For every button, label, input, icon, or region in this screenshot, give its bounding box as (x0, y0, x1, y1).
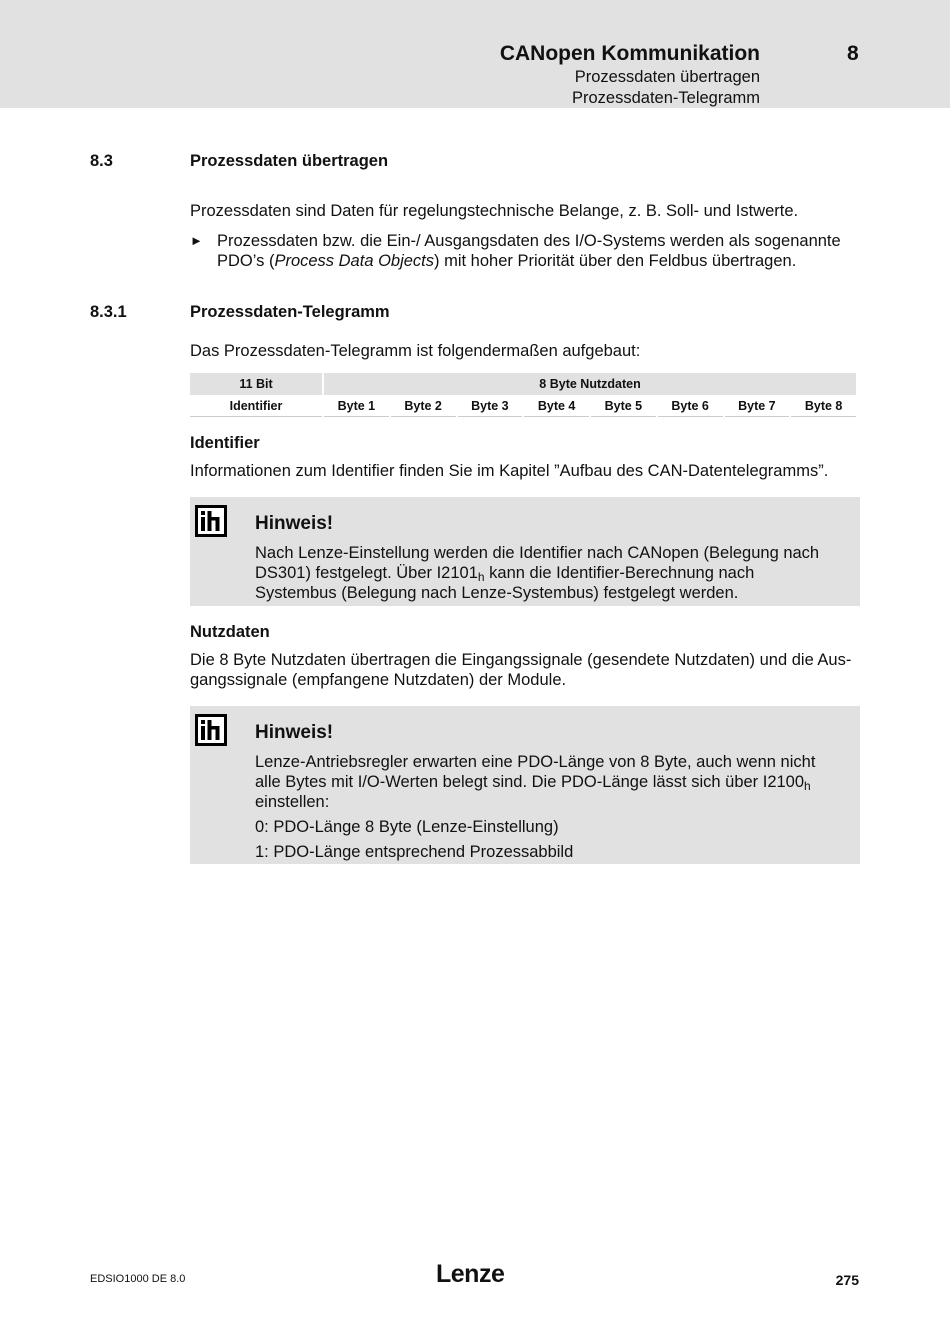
section-title: Prozessdaten übertragen (190, 152, 389, 170)
section-intro: Prozessdaten sind Daten für regelungstechnische Belange, z. B. Soll- und Istwerte. (190, 202, 799, 220)
lenze-logo: Lenze (436, 1260, 505, 1288)
note-2-line2-sub: h (804, 779, 811, 793)
note-1-line2-pre: DS301) festgelegt. Über I2101 (255, 564, 478, 582)
byte-cell: Byte 2 (391, 395, 456, 417)
note-2-option-1: 1: PDO-Länge entsprechend Prozessabbild (255, 843, 574, 861)
bullet-line1: Prozessdaten bzw. die Ein-/ Ausgangsdaten des I/O-Systems werden als sogenannte (217, 232, 841, 250)
telegram-field-row (190, 395, 856, 417)
note-1-line3: Systembus (Belegung nach Lenze-Systembus) festgelegt werden. (255, 584, 739, 602)
header-payload: 8 Byte Nutzdaten (324, 373, 856, 395)
byte-cell: Byte 1 (324, 395, 389, 417)
nutzdaten-text (190, 650, 860, 690)
subsection-title: Prozessdaten-Telegramm (190, 303, 390, 321)
footer-doc-id: EDSIO1000 DE 8.0 (90, 1273, 186, 1285)
bullet-line2-post: ) mit hoher Priorität über den Feldbus übertragen. (434, 252, 797, 270)
byte-cell: Byte 8 (791, 395, 856, 417)
note-box-2 (190, 706, 860, 864)
byte-cell: Byte 5 (591, 395, 656, 417)
byte-cell: Byte 7 (725, 395, 790, 417)
telegram-table (188, 373, 858, 417)
note-1-line2-post: kann die Identifier-Berechnung nach (484, 564, 755, 582)
header-subtitle-2: Prozessdaten-Telegramm (572, 89, 760, 107)
nutzdaten-heading: Nutzdaten (190, 623, 270, 641)
identifier-cell: Identifier (190, 395, 322, 417)
note-2-body (255, 752, 845, 862)
chapter-number: 8 (847, 42, 859, 65)
header-band (0, 0, 950, 108)
identifier-heading: Identifier (190, 434, 260, 452)
bullet-line2-pre: PDO’s ( (217, 252, 275, 270)
bullet-text (217, 231, 862, 271)
note-2-option-0: 0: PDO-Länge 8 Byte (Lenze-Einstellung) (255, 818, 559, 836)
note-1-line2-sub: h (477, 570, 485, 584)
info-icon (195, 505, 227, 537)
byte-cell: Byte 6 (658, 395, 723, 417)
bullet-line2-em: Process Data Objects (274, 252, 435, 270)
header-title: CANopen Kommunikation (499, 42, 760, 65)
note-box-1 (190, 497, 860, 606)
subsection-number: 8.3.1 (90, 303, 127, 321)
nutzdaten-line2: gangssignale (empfangene Nutzdaten) der Module. (190, 671, 567, 689)
note-1-body (255, 543, 845, 603)
byte-cell: Byte 3 (458, 395, 523, 417)
note-1-title: Hinweis! (255, 513, 334, 534)
page-number: 275 (835, 1272, 859, 1288)
info-icon (195, 714, 227, 746)
header-11-bit: 11 Bit (190, 373, 322, 395)
note-2-line3: einstellen: (255, 793, 330, 811)
note-2-line2-pre: alle Bytes mit I/O-Werten belegt sind. Die PDO-Länge lässt sich über I2100 (255, 773, 805, 791)
note-2-line1: Lenze-Antriebsregler erwarten eine PDO-Länge von 8 Byte, auch wenn nicht (255, 753, 816, 771)
identifier-text: Informationen zum Identifier finden Sie im Kapitel ”Aufbau des CAN-Datentelegramms”. (190, 462, 829, 480)
byte-cell: Byte 4 (524, 395, 589, 417)
header-subtitle-1: Prozessdaten übertragen (574, 68, 760, 86)
telegram-header-row (190, 373, 856, 395)
note-1-line1: Nach Lenze-Einstellung werden die Identifier nach CANopen (Belegung nach (255, 544, 820, 562)
section-number: 8.3 (90, 152, 113, 170)
nutzdaten-line1: Die 8 Byte Nutzdaten übertragen die Eingangssignale (gesendete Nutzdaten) und die Aus- (190, 651, 852, 669)
subsection-intro: Das Prozessdaten-Telegramm ist folgendermaßen aufgebaut: (190, 342, 641, 360)
note-2-title: Hinweis! (255, 722, 334, 743)
bullet-arrow-icon: ► (190, 233, 203, 248)
